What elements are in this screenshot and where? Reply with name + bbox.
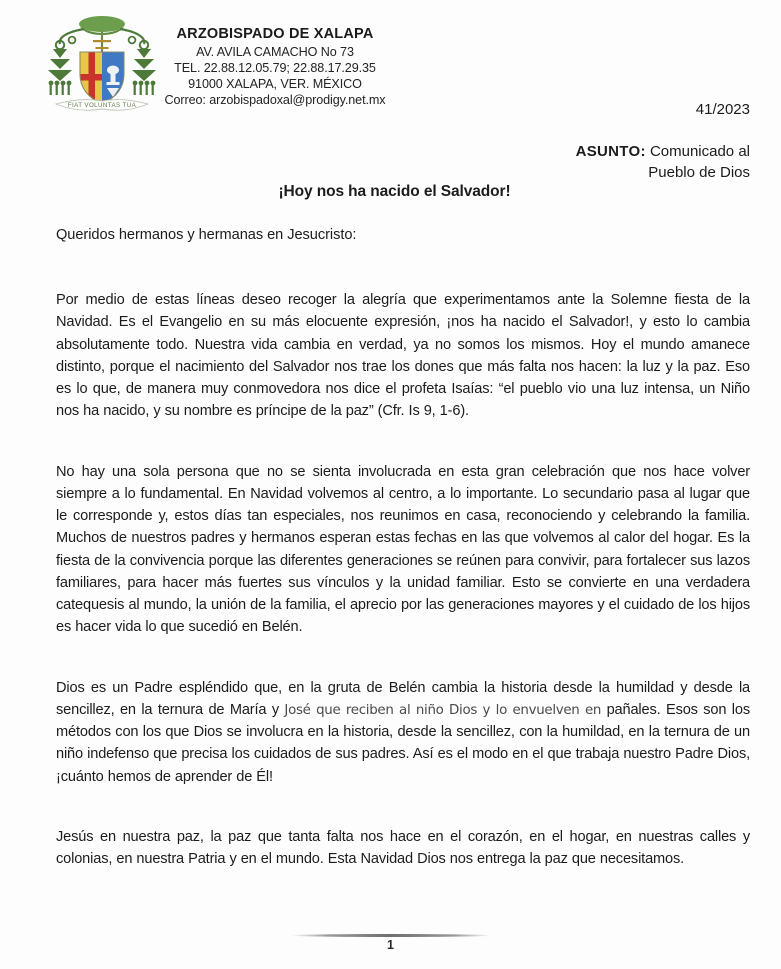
subject-value-line-2: Pueblo de Dios bbox=[648, 164, 750, 182]
address-line-phone: TEL. 22.88.12.05.79; 22.88.17.29.35 bbox=[174, 60, 376, 75]
subject-block bbox=[498, 141, 750, 184]
document-reference-number: 41/2023 bbox=[695, 101, 750, 118]
address-line-email: Correo: arzobispadoxal@prodigy.net.mx bbox=[164, 92, 386, 107]
body-paragraph-2: No hay una sola persona que no se sienta involucrada en esta gran celebración que nos hace volver siempre a lo fundamental. En Navidad volvemos al centro, a lo importante. Lo secundario pasa al lugar que le corresponde y, estos días tan especiales, nos reunimos en casa, reconociendo y celebrando la familia. Muchos de nuestros padres y hermanos esperan estas fechas en las que volvemos al calor del hogar. Es la fiesta de la convivencia porque las diferentes generaciones se reúnen para convivir, para fortalecer sus lazos familiares, para hacer más fuertes sus vínculos y la unidad familiar. Esto se convierte en una verdadera catequesis al mundo, la unión de la familia, el aprecio por las generaciones mayores y el cuidado de los hijos es hacer vida lo que sucedió en Belén. bbox=[56, 463, 750, 636]
emblem-motto-text: FIAT VOLUNTAS TUA bbox=[67, 102, 137, 109]
paragraph-3-part-1: Dios es un Padre espléndido que, en la gruta de Belén cambia la historia desde la humildad y desde la sencillez, en la ternura de María y bbox=[56, 679, 750, 718]
salutation: Queridos hermanos y hermanas en Jesucristo: bbox=[56, 227, 357, 243]
archdiocese-coat-of-arms bbox=[36, 12, 168, 120]
body-paragraph-3 bbox=[56, 677, 750, 788]
address-line-street: AV. AVILA CAMACHO No 73 bbox=[196, 44, 354, 59]
address-line-city: 91000 XALAPA, VER. MÉXICO bbox=[188, 76, 362, 91]
page-number: 1 bbox=[387, 938, 394, 952]
paragraph-3-faded-segment: José que reciben al niño Dios y lo envuelven en bbox=[284, 702, 602, 718]
organization-name: ARZOBISPADO DE XALAPA bbox=[176, 26, 374, 42]
body-paragraph-4: Jesús en nuestra paz, la paz que tanta falta nos hace en el corazón, en el hogar, en nuestras calles y colonias, en nuestra Patria y en el mundo. Esta Navidad Dios nos entrega la paz que necesitamos. bbox=[56, 828, 750, 868]
organization-block bbox=[150, 25, 400, 108]
document-body bbox=[56, 227, 750, 908]
subject-value-line-1: Comunicado al bbox=[649, 143, 750, 160]
paragraph-3-part-2: pañales. Esos son los métodos con los que Dios se involucra en la historia, desde la sencillez, con la humildad, en la ternura de un niño indefenso que precisa los cuidados de sus padres. Así es el modo en el que trabaja nuestro Padre Dios, ¡cuánto hemos de aprender de Él! bbox=[56, 701, 750, 785]
letterhead bbox=[0, 0, 781, 120]
body-paragraph-1: Por medio de estas líneas deseo recoger la alegría que experimentamos ante la Solemne fiesta de la Navidad. Es el Evangelio en su más elocuente expresión, ¡nos ha nacido el Salvador!, y esto lo cambia absolutamente todo. Nuestra vida cambia en verdad, ya no somos los mismos. Hoy el mundo amanece distinto, porque el nacimiento del Salvador nos trae los dones que más falta nos hacen: la luz y la paz. Eso es lo que, de manera muy conmovedora nos dice el profeta Isaías: “el pueblo vio una luz intensa, un Niño nos ha nacido, y su nombre es príncipe de la paz” (Cfr. Is 9, 1-6). bbox=[56, 292, 750, 420]
footer-divider bbox=[291, 934, 491, 937]
subject-label: ASUNTO: bbox=[575, 143, 646, 160]
document-title: ¡Hoy nos ha nacido el Salvador! bbox=[278, 183, 511, 200]
